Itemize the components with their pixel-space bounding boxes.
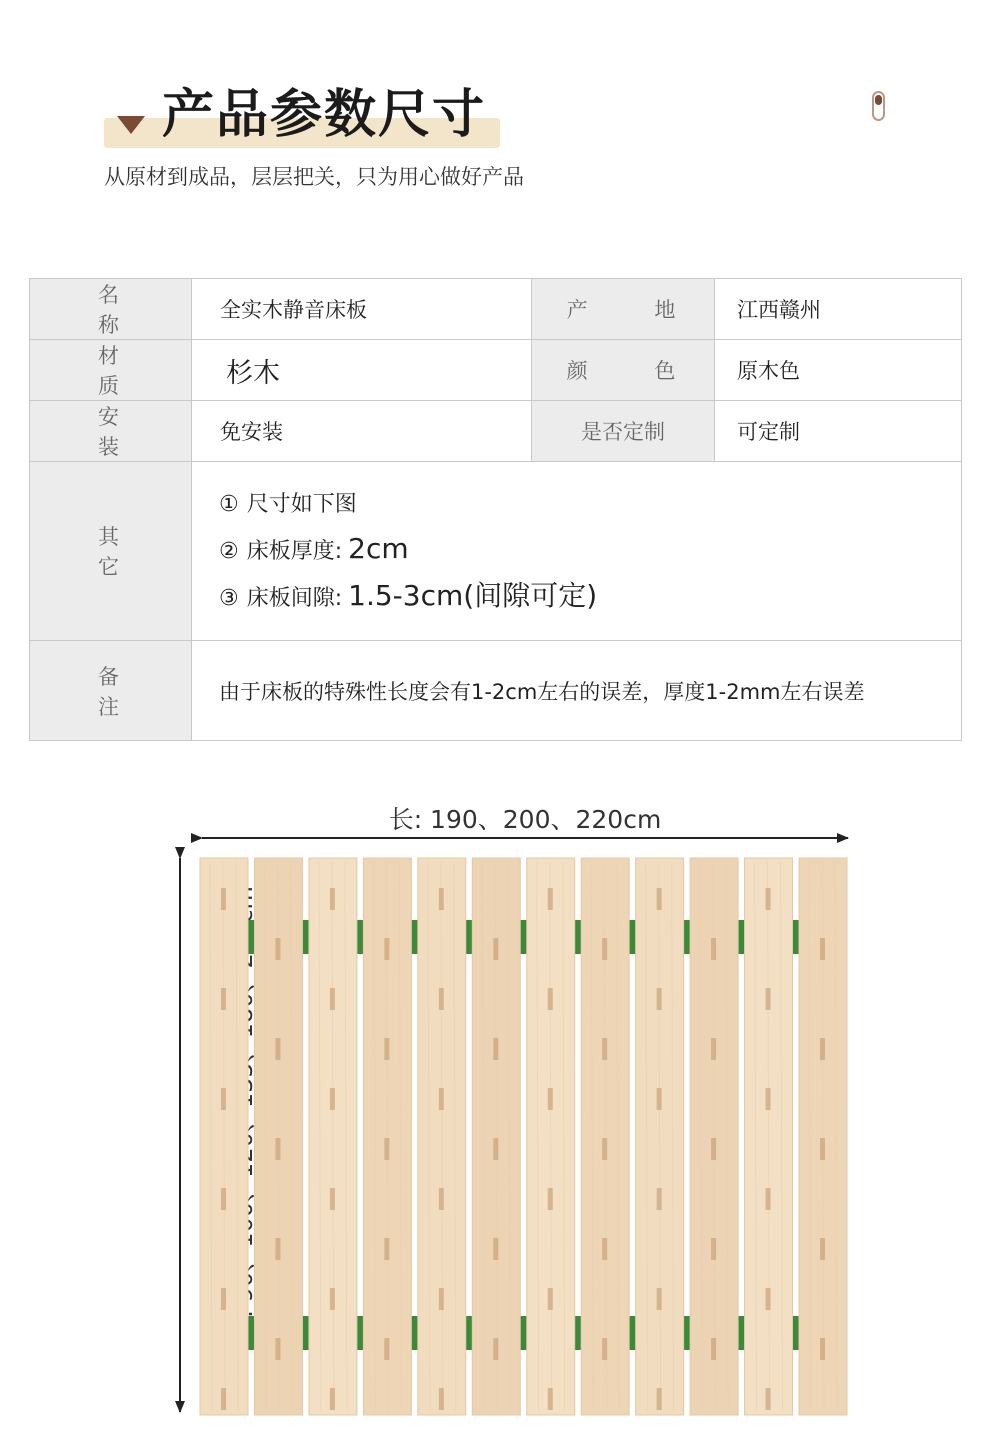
- label-note: 备 注: [30, 641, 192, 741]
- page-subtitle: 从原材到成品，层层把关，只为用心做好产品: [104, 165, 524, 189]
- bed-slat: [799, 858, 847, 1415]
- length-label: 长: 190、200、220cm: [388, 805, 662, 834]
- label-color: 颜 色: [532, 340, 715, 401]
- item-text: 床板厚度:: [246, 538, 343, 564]
- value-customizable: 可定制: [715, 401, 962, 462]
- label-material: 材 质: [30, 340, 192, 401]
- label-origin: 产 地: [532, 279, 715, 340]
- bed-slat: [690, 858, 738, 1415]
- bed-slat: [581, 858, 629, 1415]
- label-customizable: 是否定制: [532, 401, 715, 462]
- bed-slat: [527, 858, 575, 1415]
- bed-slat: [745, 858, 793, 1415]
- value-install: 免安装: [192, 401, 532, 462]
- value-name: 全实木静音床板: [192, 279, 532, 340]
- bed-slat: [200, 858, 248, 1415]
- item-number: ③: [219, 585, 239, 611]
- item-text: 尺寸如下图: [246, 491, 357, 517]
- item-value: 1.5-3cm(间隙可定): [348, 578, 598, 612]
- bed-slat: [309, 858, 357, 1415]
- value-origin: 江西赣州: [715, 279, 962, 340]
- bed-slat: [254, 858, 302, 1415]
- bed-slat: [363, 858, 411, 1415]
- bed-slat: [636, 858, 684, 1415]
- label-other: 其 它: [30, 462, 192, 641]
- bed-slat: [418, 858, 466, 1415]
- label-name: 名 称: [30, 279, 192, 340]
- item-number: ①: [219, 491, 239, 517]
- item-number: ②: [219, 538, 239, 564]
- label-install: 安 装: [30, 401, 192, 462]
- bed-slat: [472, 858, 520, 1415]
- page-title: 产品参数尺寸: [162, 85, 487, 145]
- value-material: 杉木: [192, 340, 532, 401]
- value-color: 原木色: [715, 340, 962, 401]
- item-text: 床板间隙:: [246, 585, 343, 611]
- value-note: 由于床板的特殊性长度会有1-2cm左右的误差，厚度1-2mm左右误差: [192, 641, 962, 741]
- item-value: 2cm: [348, 531, 409, 565]
